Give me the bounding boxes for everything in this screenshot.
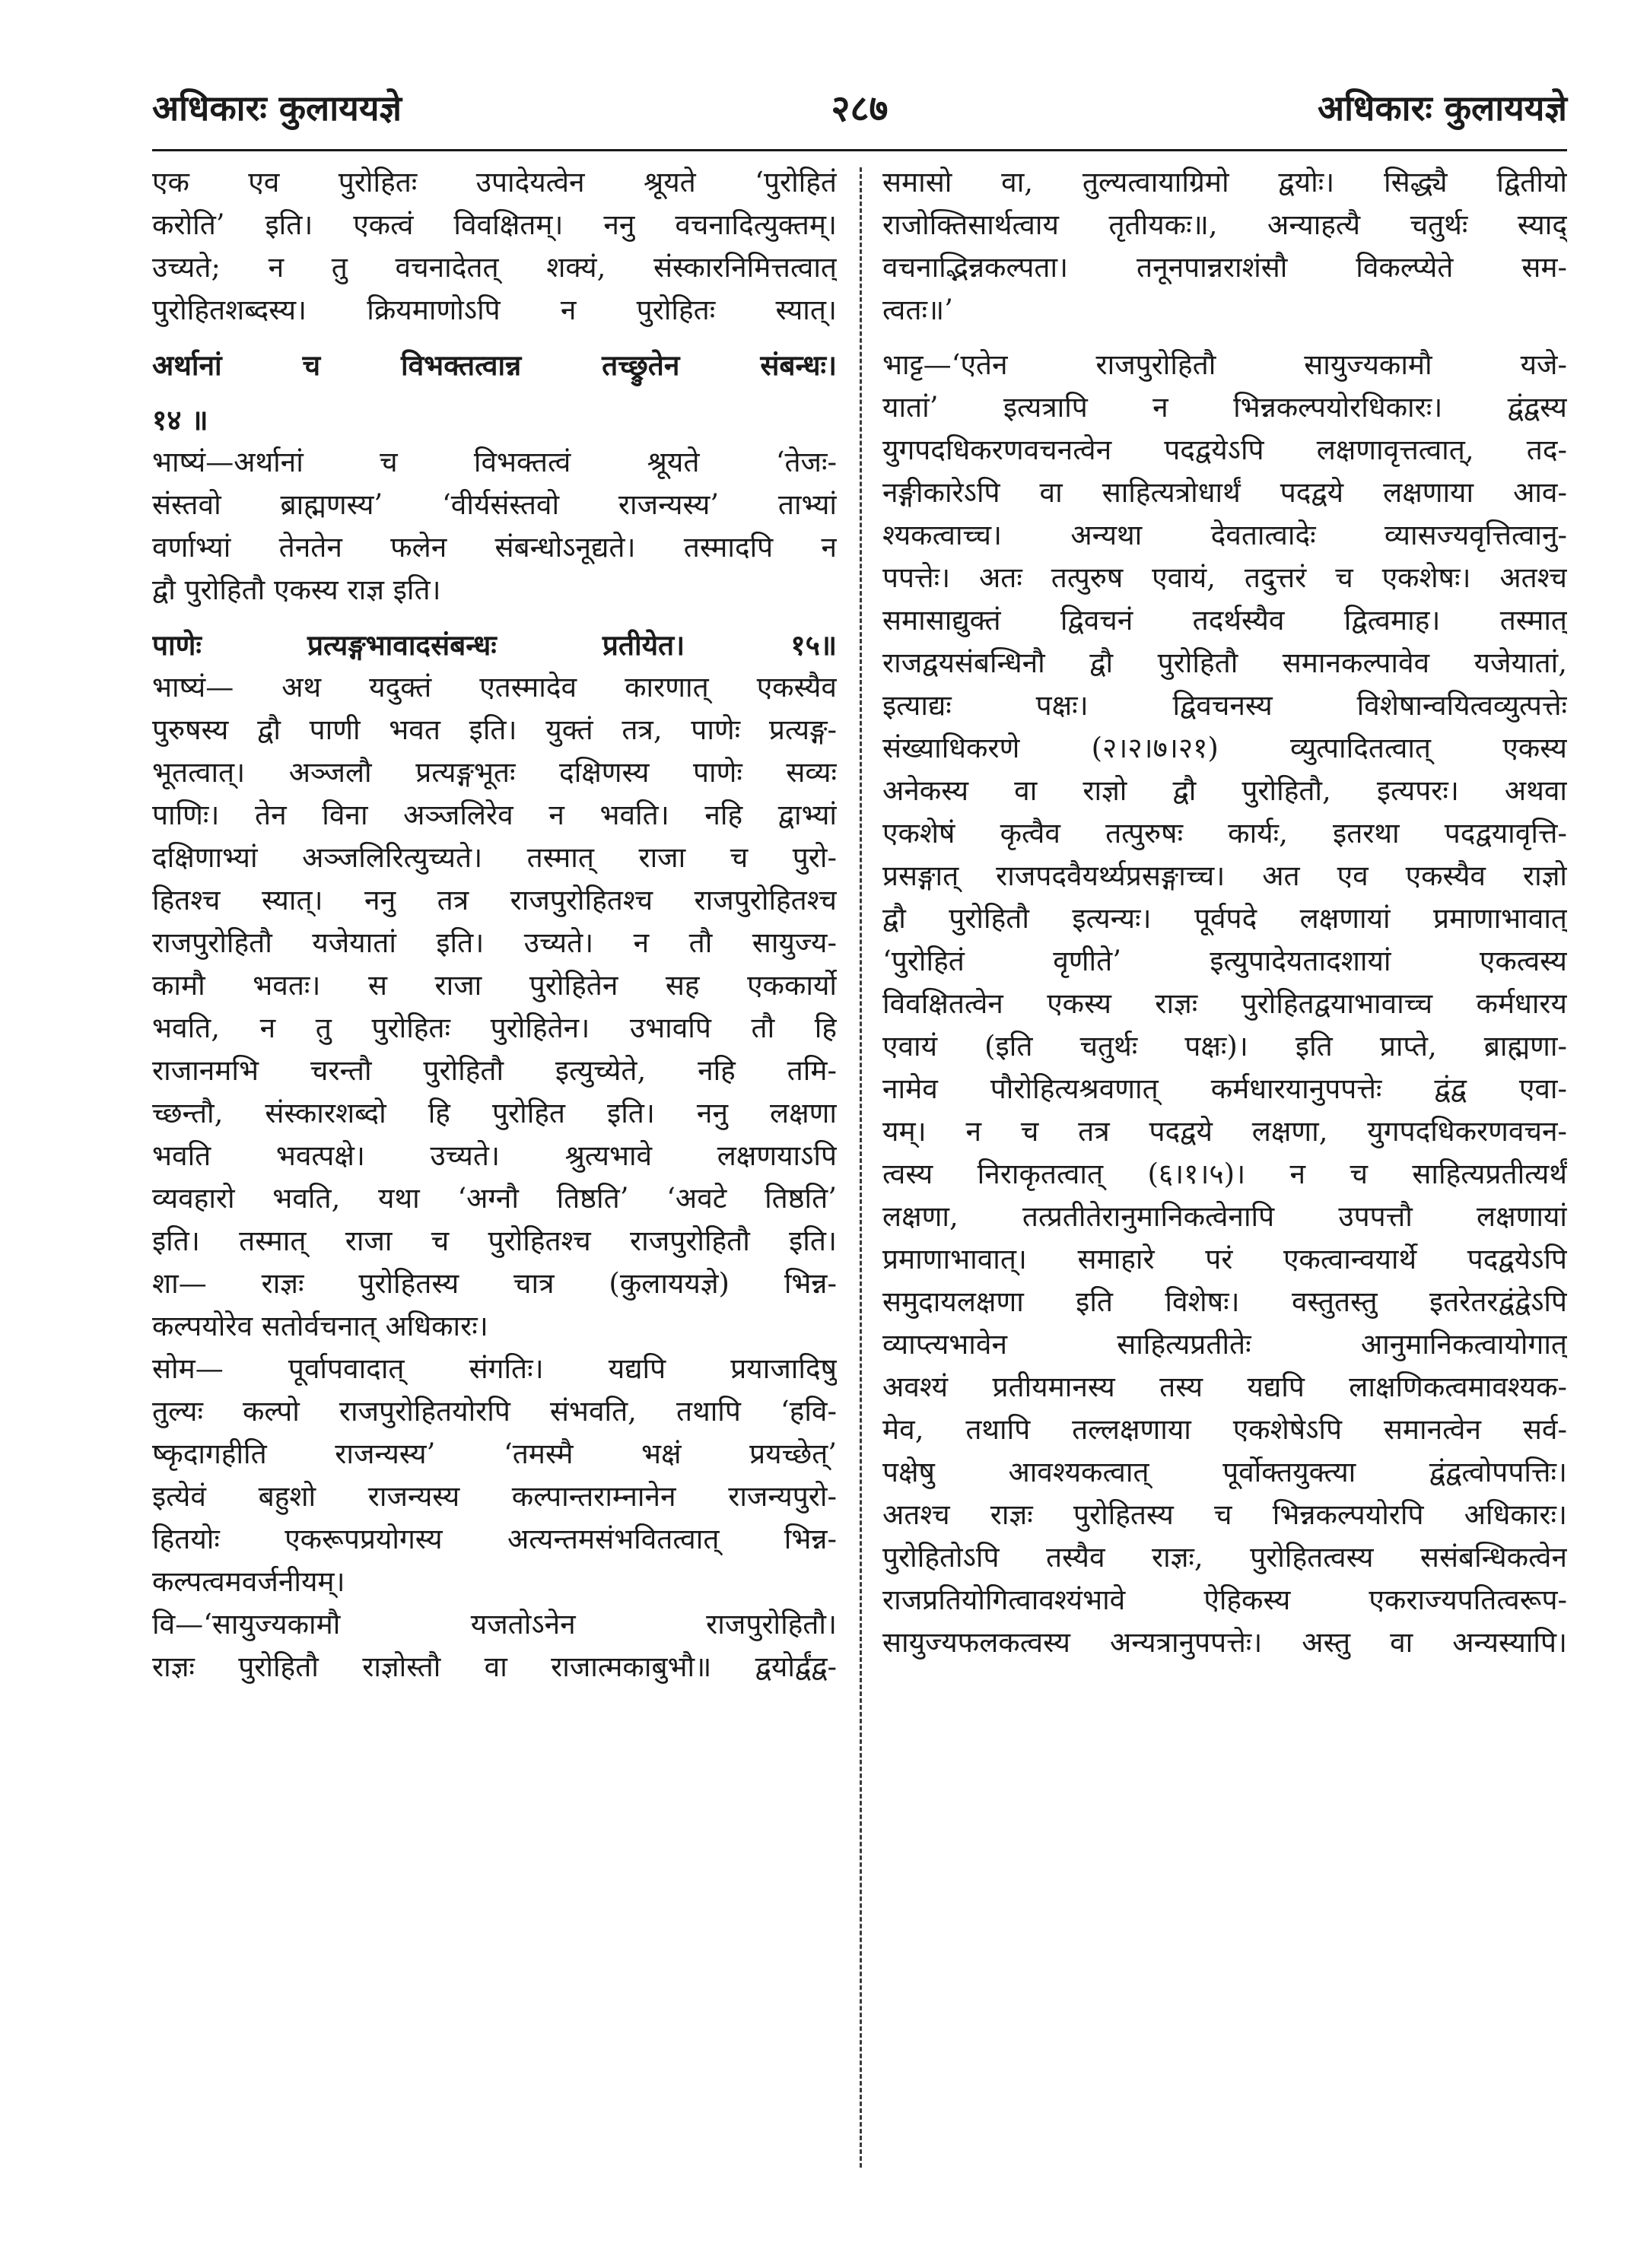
text-line: समुदायलक्षणा इति विशेषः। वस्तुतस्तु इतरेतरद्वंद्वेऽपि [882, 1285, 1567, 1318]
text-line: इति। तस्मात् राजा च पुरोहितश्च राजपुरोहितौ इति। [152, 1225, 837, 1257]
text-line: मेव, तथापि तल्लक्षणाया एकशेषेऽपि समानत्वेन सर्व- [882, 1413, 1567, 1446]
text-line: हितयोः एकरूपप्रयोगस्य अत्यन्तमसंभवितत्वात् भिन्न- [152, 1523, 837, 1555]
text-line: वि—‘सायुज्यकामौ यजतोऽनेन राजपुरोहितौ। [152, 1608, 837, 1641]
text-line: व्याप्त्यभावेन साहित्यप्रतीतेः आनुमानिकत्वायोगात् [882, 1328, 1567, 1361]
right-column [882, 161, 1567, 1664]
text-line: राजानमभि चरन्तौ पुरोहितौ इत्युच्येते, नहि तमि- [152, 1054, 837, 1087]
text-line: यम्। न च तत्र पदद्वये लक्षणा, युगपदधिकरणवचन- [882, 1115, 1567, 1148]
header-left-title: अधिकारः कुलाययज्ञे [152, 87, 402, 129]
text-line: संख्याधिकरणे (२।२।७।२१) व्युत्पादितत्वात् एकस्य [882, 732, 1567, 764]
text-line: भवति भवत्पक्षे। उच्यते। श्रुत्यभावे लक्षणयाऽपि [152, 1139, 837, 1172]
text-line: करोति’ इति। एकत्वं विवक्षितम्। ननु वचनादित्युक्तम्। [152, 208, 837, 241]
header-rule [152, 149, 1567, 151]
text-line: सोम— पूर्वापवादात् संगतिः। यद्यपि प्रयाजादिषु [152, 1352, 837, 1385]
text-line: राजप्रतियोगित्वावश्यंभावे ऐहिकस्य एकराज्यपतित्वरूप- [882, 1583, 1567, 1616]
text-line: भाष्यं— अथ यदुक्तं एतस्मादेव कारणात् एकस्यैव [152, 671, 837, 704]
text-line: एवायं (इति चतुर्थः पक्षः)। इति प्राप्ते, ब्राह्मणा- [882, 1030, 1567, 1063]
text-line: राजपुरोहितौ यजेयातां इति। उच्यते। न तौ सायुज्य- [152, 926, 837, 959]
text-line: राज्ञः पुरोहितौ राज्ञोस्तौ वा राजात्मकाबुभौ॥ द्वयोर्द्वंद्व- [152, 1650, 837, 1683]
column-divider [860, 167, 862, 2168]
text-line: युगपदधिकरणवचनत्वेन पदद्वयेऽपि लक्षणावृत्तत्वात्, तद- [882, 434, 1567, 466]
text-line: वचनाद्भिन्नकल्पता। तनूनपान्नराशंसौ विकल्प्येते सम- [882, 251, 1567, 284]
text-line: नामेव पौरोहित्यश्रवणात् कर्मधारयानुपपत्तेः द्वंद्व एवा- [882, 1072, 1567, 1105]
text-line: भूतत्वात्। अञ्जलौ प्रत्यङ्गभूतः दक्षिणस्य पाणेः सव्यः [152, 756, 837, 789]
text-line: लक्षणा, तत्प्रतीतेरानुमानिकत्वेनापि उपपत्तौ लक्षणायां [882, 1200, 1567, 1233]
text-line: त्वतः॥’ [882, 294, 953, 326]
sutra-line: पाणेः प्रत्यङ्गभावादसंबन्धः प्रतीयेत। १५॥ [152, 628, 837, 662]
text-line: नङ्गीकारेऽपि वा साहित्यत्रोधार्थं पदद्वये लक्षणाया आव- [882, 476, 1567, 509]
text-line: सायुज्यफलकत्वस्य अन्यत्रानुपपत्तेः। अस्तु वा अन्यस्यापि। [882, 1626, 1567, 1659]
text-line: उच्यते; न तु वचनादेतत् शक्यं, संस्कारनिमित्तत्वात् [152, 251, 837, 284]
text-line: पाणिः। तेन विना अञ्जलिरेव न भवति। नहि द्वाभ्यां [152, 799, 837, 831]
text-line: श्यकत्वाच्च। अन्यथा देवतात्वादेः व्यासज्यवृत्तित्वानु- [882, 519, 1567, 551]
text-line: भाष्यं—अर्थानां च विभक्तत्वं श्रूयते ‘तेजः- [152, 446, 837, 478]
text-line: पुरोहितशब्दस्य। क्रियमाणोऽपि न पुरोहितः स्यात्। [152, 294, 837, 326]
left-column [152, 161, 837, 1688]
text-line: पुरोहितोऽपि तस्यैव राज्ञः, पुरोहितत्वस्य ससंबन्धिकत्वेन [882, 1541, 1567, 1574]
text-line: ‘पुरोहितं वृणीते’ इत्युपादेयतादशायां एकत्वस्य [882, 945, 1567, 977]
text-line: समासो वा, तुल्यत्वायाग्रिमो द्वयोः। सिद्ध्यै द्वितीयो [882, 166, 1567, 199]
page-number: २८७ [831, 87, 889, 130]
text-line: पक्षेषु आवश्यकत्वात् पूर्वोक्तयुक्त्या द्वंद्वत्वोपपत्तिः। [882, 1456, 1567, 1488]
text-line: यातां’ इत्यत्रापि न भिन्नकल्पयोरधिकारः। द्वंद्वस्य [882, 391, 1567, 424]
text-line: एक एव पुरोहितः उपादेयत्वेन श्रूयते ‘पुरोहितं [152, 166, 837, 199]
text-line: प्रमाणाभावात्। समाहारे परं एकत्वान्वयार्थे पदद्वयेऽपि [882, 1243, 1567, 1275]
header-right-title: अधिकारः कुलाययज्ञे [1317, 87, 1567, 129]
running-header [152, 73, 1567, 141]
text-line: पुरुषस्य द्वौ पाणी भवत इति। युक्तं तत्र, पाणेः प्रत्यङ्ग- [152, 713, 837, 746]
text-line: व्यवहारो भवति, यथा ‘अग्नौ तिष्ठति’ ‘अवटे तिष्ठति’ [152, 1182, 837, 1215]
text-line: द्वौ पुरोहितौ इत्यन्यः। पूर्वपदे लक्षणायां प्रमाणाभावात् [882, 902, 1567, 935]
text-line: वर्णाभ्यां तेनतेन फलेन संबन्धोऽनूद्यते। तस्मादपि न [152, 531, 837, 564]
text-line: इत्येवं बहुशो राजन्यस्य कल्पान्तराम्नानेन राजन्यपुरो- [152, 1480, 837, 1513]
text-line: एकशेषं कृत्वैव तत्पुरुषः कार्यः, इतरथा पदद्वयावृत्ति- [882, 817, 1567, 850]
text-line: कामौ भवतः। स राजा पुरोहितेन सह एककार्यो [152, 969, 837, 1002]
sutra-line: अर्थानां च विभक्तत्वान्न तच्छ्रुतेन संबन्धः। [152, 348, 837, 382]
text-line: कल्पत्वमवर्जनीयम्। [152, 1565, 345, 1598]
text-line: शा— राज्ञः पुरोहितस्य चात्र (कुलाययज्ञे) भिन्न- [152, 1267, 837, 1300]
text-line: च्छन्तौ, संस्कारशब्दो हि पुरोहित इति। ननु लक्षणा [152, 1097, 837, 1129]
text-line: समासाद्युक्तं द्विवचनं तदर्थस्यैव द्वित्वमाह। तस्मात् [882, 604, 1567, 637]
text-line: अतश्च राज्ञः पुरोहितस्य च भिन्नकल्पयोरपि अधिकारः। [882, 1498, 1567, 1531]
text-line: प्रसङ्गात् राजपदवैयर्थ्यप्रसङ्गाच्च। अत एव एकस्यैव राज्ञो [882, 859, 1567, 892]
text-line: हितश्च स्यात्। ननु तत्र राजपुरोहितश्च राजपुरोहितश्च [152, 884, 837, 916]
text-line: राजद्वयसंबन्धिनौ द्वौ पुरोहितौ समानकल्पावेव यजेयातां, [882, 646, 1567, 679]
text-line: द्वौ पुरोहितौ एकस्य राज्ञ इति। [152, 573, 441, 606]
text-line: विवक्षितत्वेन एकस्य राज्ञः पुरोहितद्वयाभावाच्च कर्मधारय [882, 987, 1567, 1020]
text-line: पपत्तेः। अतः तत्पुरुष एवायं, तदुत्तरं च एकशेषः। अतश्च [882, 561, 1567, 594]
text-line: इत्याद्यः पक्षः। द्विवचनस्य विशेषान्वयित्वव्युत्पत्तेः [882, 689, 1567, 722]
text-line: कल्पयोरेव सतोर्वचनात् अधिकारः। [152, 1310, 488, 1342]
text-line: अनेकस्य वा राज्ञो द्वौ पुरोहितौ, इत्यपरः। अथवा [882, 774, 1567, 807]
text-line: दक्षिणाभ्यां अञ्जलिरित्युच्यते। तस्मात् राजा च पुरो- [152, 841, 837, 874]
text-line: ष्कृदागहीति राजन्यस्य’ ‘तमस्मै भक्षं प्रयच्छेत्’ [152, 1437, 837, 1470]
text-line: भाट्ट—‘एतेन राजपुरोहितौ सायुज्यकामौ यजे- [882, 348, 1567, 381]
text-line: भवति, न तु पुरोहितः पुरोहितेन। उभावपि तौ हि [152, 1012, 837, 1044]
text-line: तुल्यः कल्पो राजपुरोहितयोरपि संभवति, तथापि ‘हवि- [152, 1395, 837, 1428]
sutra-number: १४ ॥ [152, 403, 208, 437]
text-line: संस्तवो ब्राह्मणस्य’ ‘वीर्यसंस्तवो राजन्यस्य’ ताभ्यां [152, 488, 837, 521]
text-line: राजोक्तिसार्थत्वाय तृतीयकः॥, अन्याहत्यै चतुर्थः स्याद् [882, 208, 1567, 241]
text-line: त्वस्य निराकृतत्वात् (६।१।५)। न च साहित्यप्रतीत्यर्थं [882, 1158, 1567, 1190]
text-line: अवश्यं प्रतीयमानस्य तस्य यद्यपि लाक्षणिकत्वमावश्यक- [882, 1371, 1567, 1403]
